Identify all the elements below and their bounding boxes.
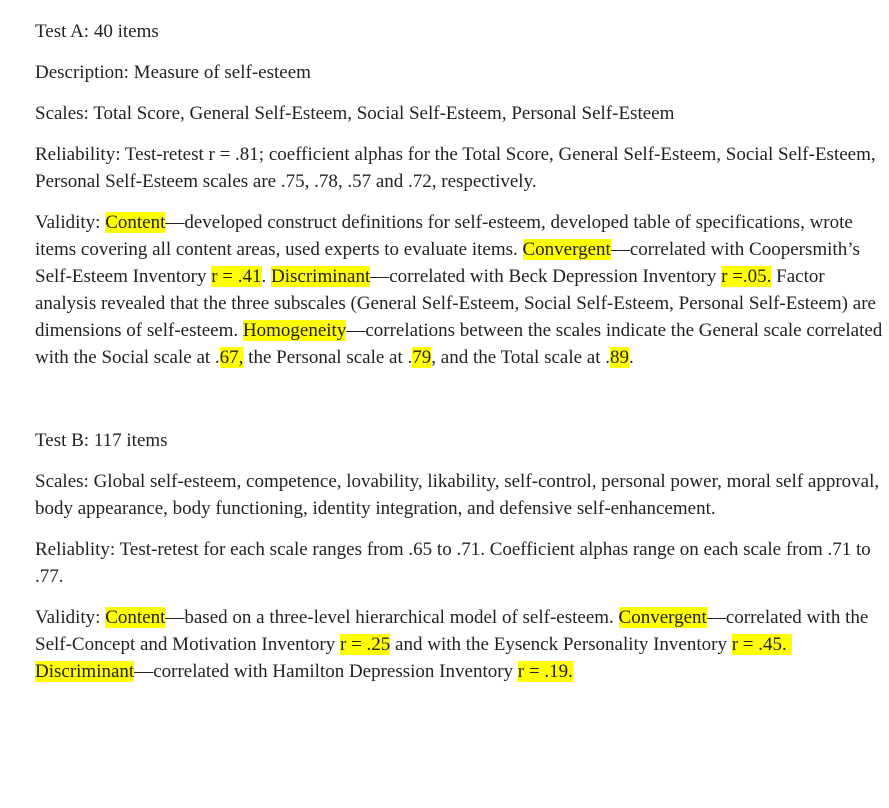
highlighted-text: Convergent [618, 607, 707, 628]
section-gap [35, 385, 885, 427]
test-b-reliability: Reliablity: Test-retest for each scale ranges from .65 to .71. Coefficient alphas range on each scale from .71 to .77. [35, 539, 876, 587]
highlighted-text: Discriminant [271, 266, 371, 287]
highlighted-text: r = .41 [211, 266, 262, 287]
test-a-reliability: Reliability: Test-retest r = .81; coefficient alphas for the Total Score, General Self-Esteem, Social Self-Esteem, Personal Self-Esteem scales are .75, .78, .57 and .72, respectively. [35, 144, 881, 192]
highlighted-text: Content [105, 212, 166, 233]
test-a-scales: Scales: Total Score, General Self-Esteem, Social Self-Esteem, Personal Self-Esteem [35, 103, 675, 124]
test-a-title: Test A: 40 items [35, 21, 159, 42]
highlighted-text: r =.05. [721, 266, 772, 287]
text-segment: Factor analysis revealed that the three subscales (General Self-Esteem, Social Self-Esteem, Personal Self-Esteem) are dimensions of self-esteem. [35, 266, 881, 341]
highlighted-text: 89 [610, 347, 630, 368]
text-segment: Validity: [35, 607, 106, 628]
text-segment: —correlated with the Self-Concept and Motivation Inventory [35, 607, 874, 655]
text-segment: —based on a three-level hierarchical model of self-esteem. [165, 607, 619, 628]
test-b-validity [35, 604, 885, 685]
highlighted-text: 79 [412, 347, 432, 368]
text-segment: —correlations between the scales indicate the General scale correlated with the Social scale at . [35, 320, 888, 368]
highlighted-text: r = .45. Discriminant [35, 634, 792, 682]
highlighted-text: r = .19. [517, 661, 573, 682]
text-segment: the Personal scale at . [243, 347, 413, 368]
text-segment: and with the Eysenck Personality Inventory [390, 634, 732, 655]
test-b-title: Test B: 117 items [35, 430, 168, 451]
test-b-scales: Scales: Global self-esteem, competence, lovability, likability, self-control, personal power, moral self approval, body appearance, body functioning, identity integration, and defensive self-enhancement. [35, 471, 884, 519]
text-segment: Validity: [35, 212, 106, 233]
test-a-description: Description: Measure of self-esteem [35, 62, 311, 83]
highlighted-text: 67, [219, 347, 244, 368]
test-a-validity [35, 209, 888, 371]
text-segment: —correlated with Coopersmith’s Self-Esteem Inventory [35, 239, 865, 287]
text-segment: . [261, 266, 272, 287]
text-segment: —correlated with Beck Depression Inventory [370, 266, 722, 287]
text-segment: , and the Total scale at . [431, 347, 611, 368]
text-segment: —correlated with Hamilton Depression Inventory [134, 661, 518, 682]
highlighted-text: Convergent [522, 239, 611, 260]
highlighted-text: Homogeneity [242, 320, 347, 341]
highlighted-text: r = .25 [340, 634, 391, 655]
document-page [35, 18, 888, 699]
text-segment: —developed construct definitions for self-esteem, developed table of specifications, wrote items covering all content areas, used experts to evaluate items. [35, 212, 858, 260]
highlighted-text: Content [105, 607, 166, 628]
text-segment: . [629, 347, 634, 368]
